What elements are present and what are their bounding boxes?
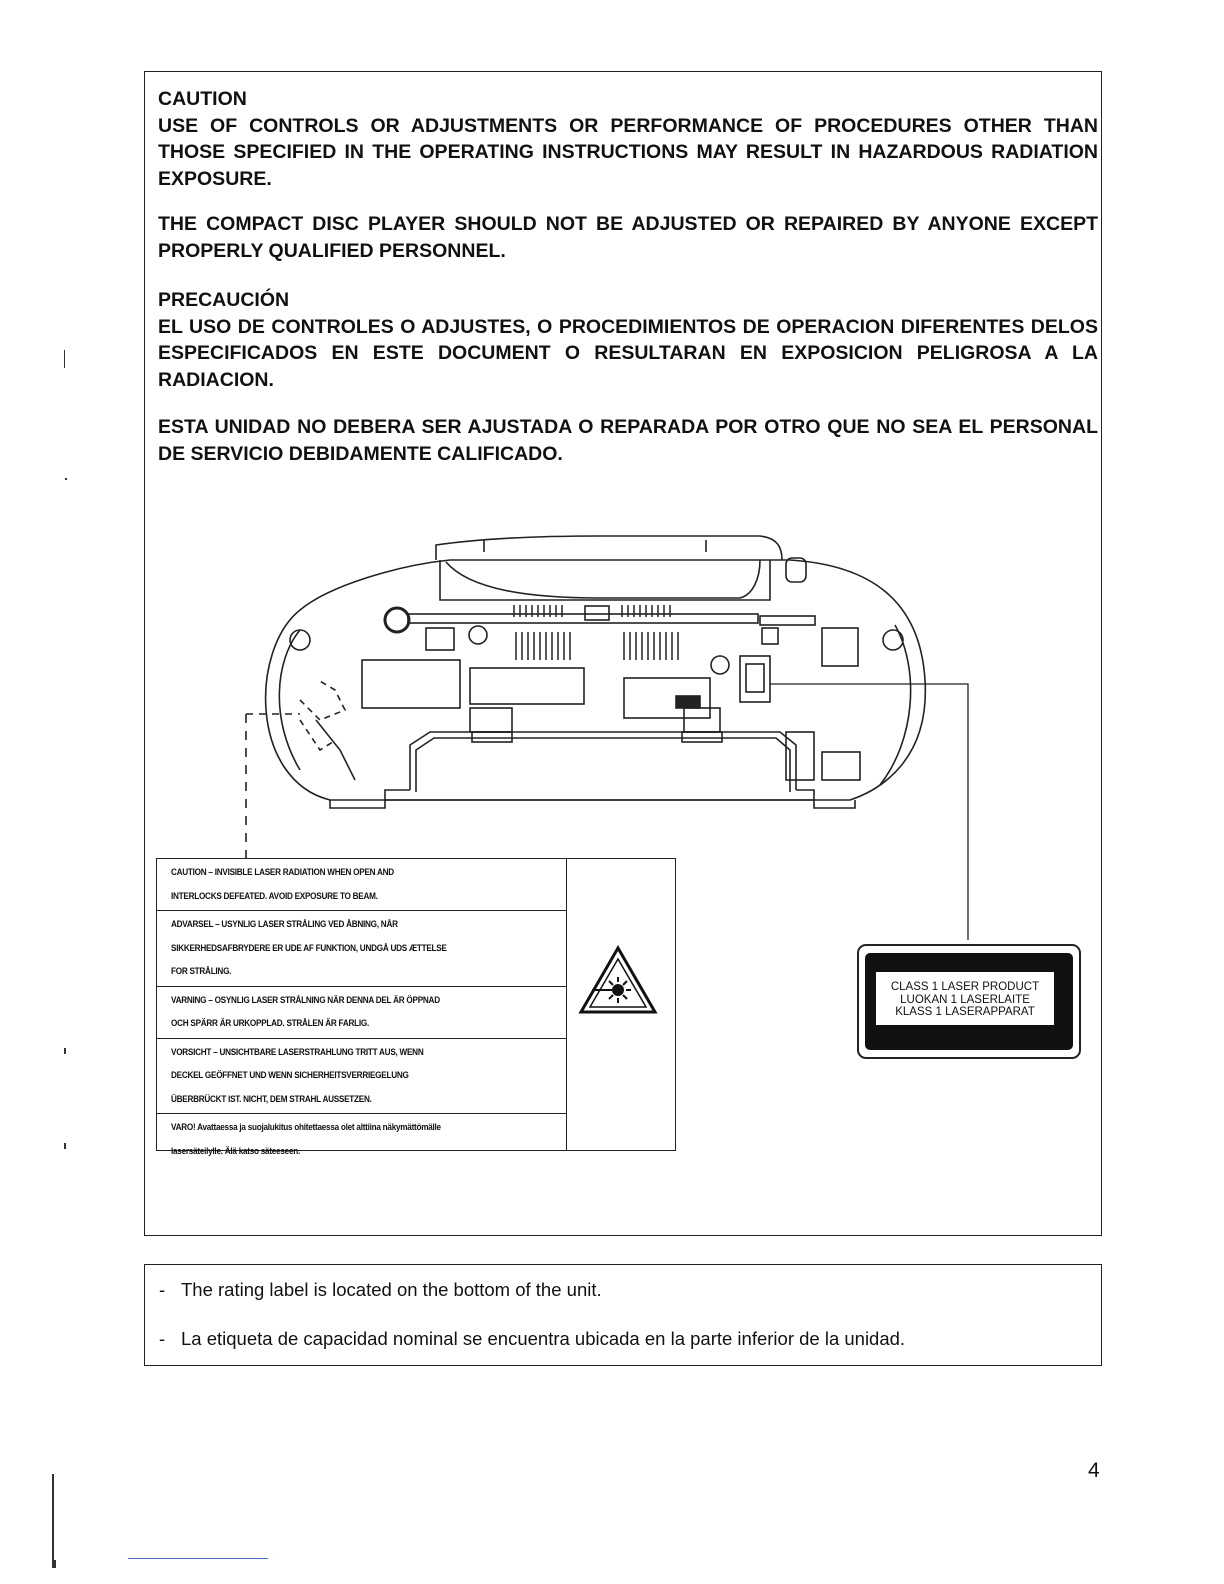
warning-line: ÜBERBRÜCKT IST. NICHT, DEM STRAHL AUSSETZEN. (171, 1093, 372, 1105)
class-label-text (876, 972, 1054, 1025)
margin-mark (52, 1474, 54, 1564)
warning-line: VARNING – OSYNLIG LASER STRÅLNING NÄR DENNA DEL ÄR ÖPPNAD (171, 994, 440, 1006)
warning-line: INTERLOCKS DEFEATED. AVOID EXPOSURE TO BEAM. (171, 890, 378, 902)
warning-line: ADVARSEL – USYNLIG LASER STRÅLING VED ÅBNING, NÅR (171, 919, 398, 930)
margin-mark (64, 1048, 66, 1054)
bullet-dash: - (159, 1328, 166, 1349)
warning-line: OCH SPÄRR ÄR URKOPPLAD. STRÅLEN ÄR FARLIG. (171, 1018, 369, 1029)
class-1-laser-label (857, 944, 1081, 1059)
margin-mark (52, 1560, 56, 1568)
caution-title: CAUTION (158, 88, 247, 110)
laser-warning-triangle-icon (578, 945, 658, 1015)
margin-mark (64, 350, 65, 368)
warning-line: CAUTION – INVISIBLE LASER RADIATION WHEN OPEN AND (171, 867, 394, 878)
rating-text: La etiqueta de capacidad nominal se encuentra ubicada en la parte inferior de la unidad. (181, 1328, 906, 1349)
class-line: KLASS 1 LASERAPPARAT (895, 1006, 1035, 1018)
footer-rule (128, 1558, 268, 1559)
warning-row-english (157, 859, 566, 911)
rating-text: The rating label is located on the bottom of the unit. (181, 1279, 602, 1300)
warning-line: FOR STRÅLING. (171, 966, 232, 977)
class-line: CLASS 1 LASER PRODUCT (890, 981, 1040, 993)
warning-row-german (157, 1039, 566, 1115)
warning-line: SIKKERHEDSAFBRYDERE ER UDE AF FUNKTION, UNDGÅ UDS ÆTTELSE (171, 942, 447, 954)
warning-row-swedish (157, 987, 566, 1039)
warning-line: VORSICHT – UNSICHTBARE LASERSTRAHLUNG TRITT AUS, WENN (171, 1046, 424, 1058)
precaucion-title: PRECAUCIÓN (158, 289, 290, 311)
warning-line: DECKEL GEÖFFNET UND WENN SICHERHEITSVERRIEGELUNG (171, 1070, 409, 1081)
margin-mark (64, 1143, 66, 1149)
compact-disc-notice: THE COMPACT DISC PLAYER SHOULD NOT BE ADJUSTED OR REPAIRED BY ANYONE EXCEPT PROPERLY QUALIFIED PERSONNEL. (158, 213, 1098, 262)
warning-line: VARO! Avattaessa ja suojalukitus ohitettaessa olet alttiina näkymättömälle (171, 1122, 441, 1133)
warning-row-danish (157, 911, 566, 987)
caution-english (158, 86, 1098, 192)
caution-body: USE OF CONTROLS OR ADJUSTMENTS OR PERFORMANCE OF PROCEDURES OTHER THAN THOSE SPECIFIED IN THE OPERATING INSTRUCTIONS MAY RESULT IN HAZARDOUS RADIATION EXPOSURE. (158, 114, 1098, 190)
margin-mark (65, 478, 67, 480)
unidad-notice: ESTA UNIDAD NO DEBERA SER AJUSTADA O REPARADA POR OTRO QUE NO SEA EL PERSONAL DE SERVICIO DEBIDAMENTE CALIFICADO. (158, 416, 1098, 465)
rating-item-spanish (159, 1328, 905, 1350)
precaucion-body: EL USO DE CONTROLES O ADJUSTES, O PROCEDIMIENTOS DE OPERACION DIFERENTES DELOS ESPECIFICADOS EN ESTE DOCUMENT O RESULTARAN EN EXPOSICION PELIGROSA A LA RADIACION. (158, 315, 1098, 391)
class-line: LUOKAN 1 LASERLAITE (900, 993, 1030, 1006)
page-number: 4 (1088, 1459, 1100, 1482)
bullet-dash: - (159, 1279, 166, 1300)
warning-row-finnish (157, 1114, 566, 1165)
rating-notice-box (144, 1264, 1102, 1366)
caution-spanish (158, 287, 1098, 393)
warning-line: lasersäteilylle. Älä katso säteeseen. (171, 1145, 300, 1157)
laser-warning-texts (157, 859, 567, 1157)
rating-item-english (159, 1279, 602, 1301)
